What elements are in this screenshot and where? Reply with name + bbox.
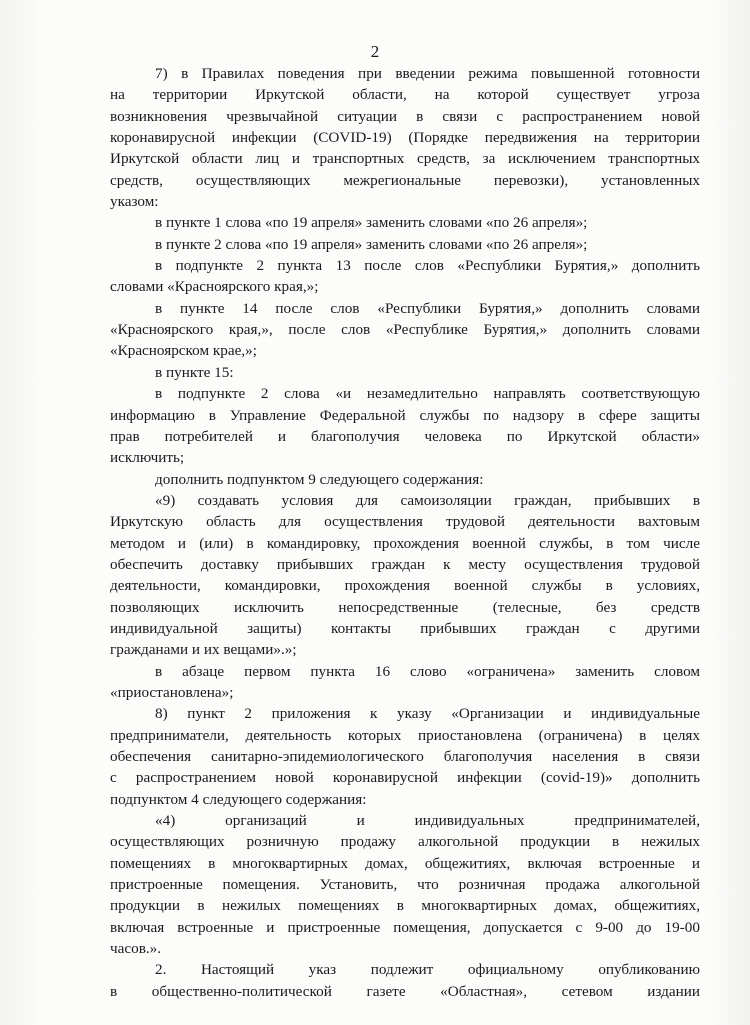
text-line: 7) в Правилах поведения при введении режима повышенной готовности (155, 65, 700, 82)
text-line: 8) пункт 2 приложения к указу «Организации и индивидуальные (155, 705, 700, 723)
text-line: средств, осуществляющих межрегиональные перевозки), установленных (110, 171, 700, 189)
text-line: дополнить подпунктом 9 следующего содержания: (155, 470, 484, 488)
text-line: коронавирусной инфекции (COVID-19) (Порядке передвижения на территории (110, 129, 700, 147)
text-line: деятельности, командировки, прохождения военной службы в условиях, (110, 577, 700, 595)
text-line: возникновения чрезвычайной ситуации в связи с распространением новой (110, 107, 700, 125)
text-line: «9) создавать условия для самоизоляции граждан, прибывших в (155, 491, 700, 509)
text-line: словами «Красноярского края,»; (110, 278, 319, 296)
text-line: обеспечить доставку прибывших граждан к месту осуществления трудовой (110, 555, 700, 573)
text-line: методом и (или) в командировку, прохождения военной службы, в том числе (110, 534, 700, 552)
text-line: в пункте 1 слова «по 19 апреля» заменить словами «по 26 апреля»; (155, 214, 588, 232)
text-line: указом: (110, 193, 159, 211)
text-line: в пункте 2 слова «по 19 апреля» заменить словами «по 26 апреля»; (155, 235, 588, 253)
text-line: «4) организаций и индивидуальных предпринимателей, (155, 812, 700, 830)
text-line: индивидуальной защиты) контакты прибывших граждан с другими (110, 619, 700, 637)
text-line: 2. Настоящий указ подлежит официальному опубликованию (155, 961, 700, 979)
text-line: информацию в Управление Федеральной службы по надзору в сфере защиты (110, 406, 700, 424)
text-line: «приостановлена»; (110, 683, 234, 701)
text-line: продукции в нежилых помещениях в многоквартирных домах, общежитиях, (110, 897, 700, 915)
text-line: «Красноярского края,», после слов «Республике Бурятия,» дополнить словами (110, 321, 700, 339)
text-line: гражданами и их вещами».»; (110, 641, 297, 659)
text-line: Иркутскую область для осуществления трудовой деятельности вахтовым (110, 513, 700, 531)
text-line: в абзаце первом пункта 16 слово «ограничена» заменить словом (155, 662, 700, 680)
text-line: прав потребителей и благополучия человека по Иркутской области» (110, 427, 700, 445)
text-line: пристроенные помещения. Установить, что розничная продажа алкогольной (110, 876, 700, 894)
text-line: обеспечения санитарно-эпидемиологического благополучия населения в связи (110, 748, 700, 765)
text-line: часов.». (110, 940, 162, 958)
text-line: в пункте 14 после слов «Республики Бурятия,» дополнить словами (155, 299, 700, 317)
text-line: помещениях в многоквартирных домах, общежитиях, включая встроенные и (110, 854, 700, 872)
text-line: в подпункте 2 слова «и незамедлительно направлять соответствующую (155, 385, 700, 403)
text-line: Иркутской области лиц и транспортных средств, за исключением транспортных (110, 150, 700, 168)
text-line: позволяющих исключить непосредственные (телесные, без средств (110, 598, 700, 616)
text-line: подпунктом 4 следующего содержания: (110, 790, 367, 808)
text-line: осуществляющих розничную продажу алкогольной продукции в нежилых (110, 833, 700, 851)
text-line: с распространением новой коронавирусной инфекции (covid-19)» дополнить (110, 769, 700, 787)
text-line: «Красноярском крае,»; (110, 342, 257, 360)
text-line: исключить; (110, 449, 185, 467)
page-number: 2 (370, 42, 380, 61)
text-line: в общественно-политической газете «Областная», сетевом издании (110, 982, 700, 1000)
text-line: предприниматели, деятельность которых приостановлена (ограничена) в целях (110, 726, 700, 744)
document-body (110, 63, 700, 1002)
text-line: в подпункте 2 пункта 13 после слов «Республики Бурятия,» дополнить (155, 257, 700, 275)
text-line: в пункте 15: (155, 363, 234, 381)
text-line: на территории Иркутской области, на которой существует угроза (110, 86, 700, 104)
text-line: включая встроенные и пристроенные помещения, допускается с 9-00 до 19-00 (110, 918, 700, 936)
